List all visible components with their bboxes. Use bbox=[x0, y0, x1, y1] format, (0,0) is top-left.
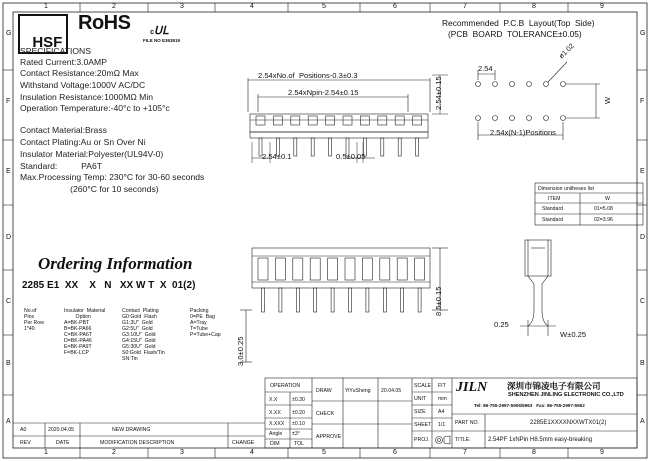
company-logo: JILN bbox=[456, 380, 488, 395]
side-pin-body bbox=[362, 258, 372, 280]
rohs-logo: RoHS bbox=[78, 12, 131, 34]
tb-date: 20.04.05 bbox=[381, 388, 402, 394]
row-label-d-right: D bbox=[640, 234, 646, 241]
row-label-f-right: F bbox=[640, 98, 645, 105]
spec-line: Withstand Voltage:1000V AC/DC bbox=[20, 80, 146, 90]
row-label-a-right: A bbox=[640, 418, 645, 425]
front-height-dim: 2.54±0.15 bbox=[434, 76, 443, 110]
tb-drawer: YiYuSheng bbox=[345, 388, 371, 394]
col-label-9: 9 bbox=[600, 3, 604, 10]
tb-tol-key: X.XX bbox=[269, 410, 281, 416]
dim-table-title: Dimension unitheses list bbox=[538, 186, 594, 192]
ordering-title: Ordering Information bbox=[38, 254, 193, 273]
col-label-3-bottom: 3 bbox=[180, 449, 184, 456]
dim-table-header: W bbox=[605, 196, 610, 202]
ul-logo: cᑌᒪ bbox=[150, 25, 169, 37]
material-line: Insulator Material:Polyester(UL94V-0) bbox=[20, 149, 164, 159]
tb-tol-key: X.X bbox=[269, 397, 278, 403]
tb-title: 2.54PF 1xNPin H8.5mm easy-breaking bbox=[488, 437, 593, 443]
dim-table-cell: 01=5.08 bbox=[594, 206, 613, 212]
material-line: (260°C for 10 seconds) bbox=[20, 184, 159, 194]
front-pin-lead bbox=[416, 138, 419, 156]
col-label-6: 6 bbox=[393, 3, 397, 10]
col-label-4-bottom: 4 bbox=[250, 449, 254, 456]
tb-part-no-label: PART NO. bbox=[455, 420, 479, 426]
tb-operation: OPERATION bbox=[270, 383, 301, 389]
col-label-4: 4 bbox=[250, 3, 254, 10]
rev-header: CHANGE bbox=[232, 440, 255, 446]
tb-dim: DIM bbox=[270, 441, 280, 447]
col-label-7: 7 bbox=[463, 3, 467, 10]
col-label-3: 3 bbox=[180, 3, 184, 10]
front-view-drawing bbox=[248, 78, 430, 138]
side-thickness-dim: 0.25 bbox=[494, 320, 509, 329]
row-label-e: E bbox=[6, 168, 11, 175]
front-pin-socket bbox=[291, 116, 300, 125]
ordering-packing: Packing 0=PE Bag A=Tray T=Tube P=Tube+Cap bbox=[190, 308, 221, 338]
side-pin-body bbox=[328, 258, 338, 280]
col-label-8-bottom: 8 bbox=[532, 449, 536, 456]
spec-title: SPECIFICATIONS bbox=[20, 46, 91, 56]
tb-tol-key: Angle bbox=[269, 431, 283, 437]
tb-draw: DRAW bbox=[316, 388, 332, 394]
ordering-code: 2285 E1 XX X N XX W T X 01(2) bbox=[22, 280, 196, 291]
row-label-d: D bbox=[6, 234, 12, 241]
col-label-8: 8 bbox=[532, 3, 536, 10]
front-pin-socket bbox=[395, 116, 404, 125]
row-label-c: C bbox=[6, 298, 12, 305]
pcb-layout-title: Recommended P.C.B Layout(Top Side) bbox=[442, 18, 595, 28]
front-pin-lead bbox=[294, 138, 297, 156]
spec-line: Contact Resistance:20mΩ Max bbox=[20, 68, 139, 78]
rev-desc: NEW DRAWING bbox=[112, 427, 151, 433]
front-pin-lead bbox=[311, 138, 314, 156]
pcb-hole-dim: ø1.02 bbox=[558, 42, 576, 61]
tb-tol-val: ±0.30 bbox=[292, 397, 305, 403]
col-label-5-bottom: 5 bbox=[322, 449, 326, 456]
spec-line: Operation Temperature:-40°c to +105°c bbox=[20, 103, 170, 113]
tb-approve: APPROVE bbox=[316, 434, 342, 440]
ordering-insulator: Insulator Material Option A=BK-PBT B=BK-PA66 C=BK-PA6T D=BK-PA46 E=BK-PA9T F=BK-LCP bbox=[64, 308, 106, 356]
side-tail-dim: 3.0±0.25 bbox=[236, 336, 245, 366]
side-pin-body bbox=[380, 258, 390, 280]
front-pin-socket bbox=[273, 116, 282, 125]
hsf-logo: HSF bbox=[18, 14, 68, 54]
rev-header: REV bbox=[20, 440, 31, 446]
front-pin-socket bbox=[343, 116, 352, 125]
dim-table-cell: Standard bbox=[542, 206, 564, 212]
side-pin-body bbox=[258, 258, 268, 280]
pcb-width-dim: W bbox=[603, 96, 613, 105]
col-label-7-bottom: 7 bbox=[463, 449, 467, 456]
side-width-dim: W±0.25 bbox=[560, 330, 587, 339]
side-pin-tail bbox=[418, 288, 421, 312]
front-inner-dim: 2.54xNpin-2.54±0.15 bbox=[288, 88, 359, 97]
ordering-pins: No.of Pins Per Row 1*40 bbox=[24, 308, 44, 332]
tb-sheet: SHEET bbox=[414, 422, 432, 428]
rev-header: DATE bbox=[56, 440, 70, 446]
side-pin-tail bbox=[314, 288, 317, 312]
front-pin-socket bbox=[308, 116, 317, 125]
row-label-g: G bbox=[6, 30, 12, 37]
rev-header: MODIFICATION DESCRIPTION bbox=[100, 440, 175, 446]
col-label-1: 1 bbox=[44, 3, 48, 10]
tb-size-val: A4 bbox=[438, 409, 445, 415]
tb-tol-val: ±0.20 bbox=[292, 410, 305, 416]
tb-sheet-val: 1/1 bbox=[438, 422, 446, 428]
tb-tol-key: X.XXX bbox=[269, 421, 285, 427]
tb-unit: UNIT bbox=[414, 396, 427, 402]
front-pin-socket bbox=[256, 116, 265, 125]
company-name-en: SHENZHEN JINLING ELECTRONIC CO.,LTD bbox=[508, 392, 624, 398]
side-pin-body bbox=[345, 258, 355, 280]
front-pin-socket bbox=[413, 116, 422, 125]
material-line: Contact Plating:Au or Sn Over Ni bbox=[20, 137, 146, 147]
ordering-plating: Contact Plating G0:Gold Flash G1:3U" Gold G2:5U" Gold G3:10U" Gold G4:15U" Gold G5:30U" Gold S0:Gold Flash/Tin SN:Tin bbox=[122, 308, 165, 362]
front-pin-lead bbox=[329, 138, 332, 156]
tb-tol-val: ±3° bbox=[292, 431, 300, 437]
rev-value: A0 bbox=[20, 427, 27, 433]
front-pin-socket bbox=[378, 116, 387, 125]
side-view-pins bbox=[258, 258, 425, 312]
side-pin-tail bbox=[366, 288, 369, 312]
side-height-dim: 8.5±0.15 bbox=[434, 286, 443, 316]
tb-scale: SCALE bbox=[414, 383, 432, 389]
front-pitch-dim: 2.54±0.1 bbox=[262, 152, 292, 161]
pcb-pitch-dim: 2.54 bbox=[478, 64, 493, 73]
col-label-5: 5 bbox=[322, 3, 326, 10]
side-pin-tail bbox=[331, 288, 334, 312]
pcb-positions-dim: 2.54x(N-1)Positions bbox=[490, 128, 556, 137]
side-pin-body bbox=[415, 258, 425, 280]
row-label-f: F bbox=[6, 98, 11, 105]
row-label-a: A bbox=[6, 418, 11, 425]
tb-tol-val: ±0.10 bbox=[292, 421, 305, 427]
col-label-2: 2 bbox=[112, 3, 116, 10]
col-label-6-bottom: 6 bbox=[393, 449, 397, 456]
tb-title-label: TITLE: bbox=[455, 437, 471, 443]
pcb-tolerance: (PCB BOARD TOLERANCE±0.05) bbox=[448, 29, 582, 39]
side-pin-body bbox=[275, 258, 285, 280]
col-label-1-bottom: 1 bbox=[44, 449, 48, 456]
side-pin-body bbox=[293, 258, 303, 280]
company-name-cn: 深圳市锦凌电子有限公司 bbox=[507, 382, 601, 392]
row-label-g-right: G bbox=[640, 30, 646, 37]
material-line: Max.Processing Temp: 230°C for 30-60 seconds bbox=[20, 172, 205, 182]
dim-table-header: ITEM bbox=[548, 196, 561, 202]
side-pin-body bbox=[397, 258, 407, 280]
material-line: Standard: PA6T bbox=[20, 161, 102, 171]
rev-date: 2020.04.05 bbox=[48, 427, 74, 433]
row-label-c-right: C bbox=[640, 298, 646, 305]
front-pin-socket bbox=[360, 116, 369, 125]
tb-proj: PROJ. bbox=[414, 437, 430, 443]
side-pin-tail bbox=[262, 288, 265, 312]
material-line: Contact Material:Brass bbox=[20, 125, 107, 135]
front-pin-lead bbox=[381, 138, 384, 156]
dim-table-cell: 02=3.96 bbox=[594, 217, 613, 223]
front-pin-lead bbox=[398, 138, 401, 156]
ul-file-number: FILE NO E363919 bbox=[143, 38, 181, 43]
front-pin-socket bbox=[326, 116, 335, 125]
spec-line: Insulation Resistance:1000MΩ Min bbox=[20, 92, 154, 102]
tb-part-no: 2285E1XXXXNXXWTX01(2) bbox=[530, 420, 607, 426]
front-overall-dim: 2.54xNo.of Positions-0.3±0.3 bbox=[258, 71, 358, 80]
side-pin-tail bbox=[383, 288, 386, 312]
dim-table-cell: Standard bbox=[542, 217, 564, 223]
front-view-pins bbox=[256, 116, 422, 156]
row-label-b: B bbox=[6, 360, 11, 367]
side-pin-body bbox=[310, 258, 320, 280]
tb-scale-val: FIT bbox=[438, 383, 446, 389]
front-pin-dim: 0.5±0.05 bbox=[336, 152, 366, 161]
row-label-b-right: B bbox=[640, 360, 645, 367]
tb-unit-val: mm bbox=[438, 396, 447, 402]
side-pin-tail bbox=[401, 288, 404, 312]
side-pin-tail bbox=[279, 288, 282, 312]
col-label-9-bottom: 9 bbox=[600, 449, 604, 456]
tb-size: SIZE bbox=[414, 409, 426, 415]
projection-symbol-icon bbox=[436, 436, 451, 444]
row-label-e-right: E bbox=[640, 168, 645, 175]
company-contact: Tel: 86-755-2997-5906/5963 Fax: 86-755-2997-5962 bbox=[474, 403, 585, 408]
spec-line: Rated Current:3.0AMP bbox=[20, 57, 107, 67]
side-pin-tail bbox=[296, 288, 299, 312]
side-pin-tail bbox=[349, 288, 352, 312]
tb-check: CHECK bbox=[316, 411, 335, 417]
tb-tol: TOL bbox=[294, 441, 304, 447]
col-label-2-bottom: 2 bbox=[112, 449, 116, 456]
ul-c-mark: c bbox=[150, 29, 155, 36]
